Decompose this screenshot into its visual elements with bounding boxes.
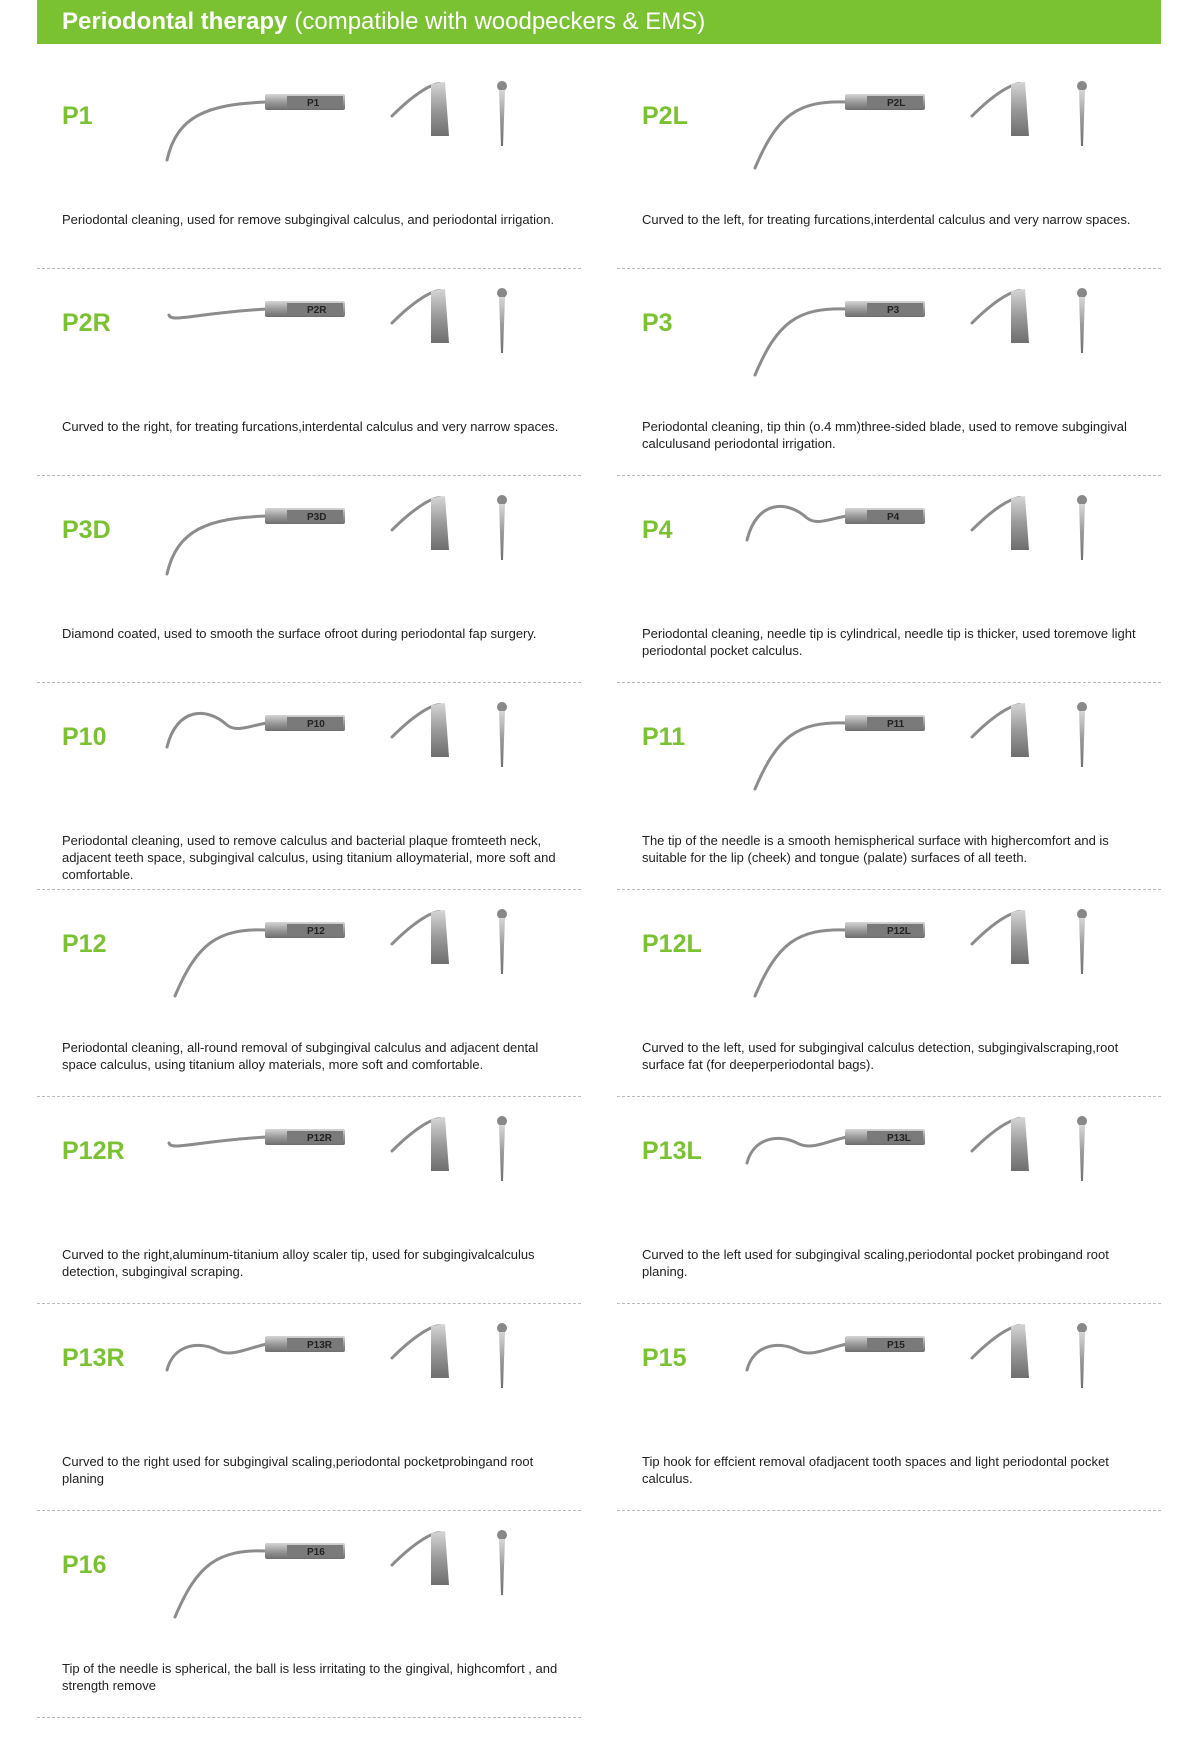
svg-text:P13R: P13R xyxy=(307,1340,333,1351)
tip-side-view xyxy=(175,922,345,996)
tip-item xyxy=(37,890,581,1097)
tip-top-view xyxy=(392,496,449,550)
tip-code: P3D xyxy=(62,516,111,544)
tip-side-view xyxy=(755,922,925,996)
tip-illustration xyxy=(157,697,567,815)
tip-item xyxy=(617,1304,1161,1511)
svg-text:P11: P11 xyxy=(887,719,905,730)
tip-images xyxy=(737,904,1147,1022)
tip-images xyxy=(157,904,567,1022)
tip-images xyxy=(737,697,1147,815)
tip-top-view xyxy=(392,910,449,964)
svg-text:P3D: P3D xyxy=(307,512,327,523)
tip-top-view xyxy=(392,1324,449,1378)
tip-images xyxy=(737,76,1147,194)
tip-item xyxy=(617,62,1161,269)
tip-front-view xyxy=(497,1116,507,1181)
tip-front-view xyxy=(1077,1116,1087,1181)
tip-illustration xyxy=(737,1318,1147,1436)
tip-illustration xyxy=(737,283,1147,401)
tip-side-view xyxy=(747,1129,925,1163)
tip-code: P15 xyxy=(642,1344,687,1372)
tip-front-view xyxy=(497,909,507,974)
tip-illustration xyxy=(157,1525,567,1643)
tip-front-view xyxy=(497,1323,507,1388)
tip-side-view xyxy=(167,1336,345,1370)
tip-images xyxy=(157,697,567,815)
tip-images xyxy=(737,490,1147,608)
tip-top-view xyxy=(972,496,1029,550)
tip-code: P4 xyxy=(642,516,673,544)
tip-item xyxy=(37,476,581,683)
tip-item xyxy=(617,1097,1161,1304)
tip-illustration xyxy=(737,76,1147,194)
tip-code: P16 xyxy=(62,1551,107,1579)
tip-side-view xyxy=(167,508,345,574)
section-header-banner xyxy=(37,0,1161,44)
tip-item xyxy=(617,890,1161,1097)
section-title: Periodontal therapy xyxy=(62,8,288,35)
tip-item xyxy=(617,683,1161,890)
tip-code: P11 xyxy=(642,723,686,751)
tip-code: P3 xyxy=(642,309,673,337)
tip-front-view xyxy=(1077,288,1087,353)
tip-code: P2L xyxy=(642,102,688,130)
tip-illustration xyxy=(737,1111,1147,1229)
tip-description: Diamond coated, used to smooth the surface ofroot during periodontal fap surgery. xyxy=(62,626,537,641)
svg-text:P3: P3 xyxy=(887,305,900,316)
svg-text:P1: P1 xyxy=(307,98,320,109)
tip-illustration xyxy=(157,490,567,608)
tip-grid xyxy=(37,62,1161,1718)
tip-top-view xyxy=(972,289,1029,343)
tip-code: P13L xyxy=(642,1137,702,1165)
tip-side-view xyxy=(169,1129,345,1146)
tip-front-view xyxy=(497,702,507,767)
svg-text:P12L: P12L xyxy=(887,926,911,937)
tip-description: Curved to the left, used for subgingival calculus detection, subgingivalscraping,root surface fat (for deeperperiodontal bags). xyxy=(642,1040,1119,1072)
tip-front-view xyxy=(497,81,507,146)
tip-illustration xyxy=(157,1111,567,1229)
tip-code: P12L xyxy=(642,930,702,958)
tip-description: Tip hook for effcient removal ofadjacent tooth spaces and light periodontal pocket calculus. xyxy=(642,1454,1109,1486)
tip-front-view xyxy=(1077,1323,1087,1388)
tip-side-view xyxy=(747,1336,925,1370)
svg-text:P16: P16 xyxy=(307,1547,325,1558)
tip-code: P12R xyxy=(62,1137,125,1165)
tip-images xyxy=(157,1111,567,1229)
svg-text:P13L: P13L xyxy=(887,1133,911,1144)
tip-item xyxy=(617,269,1161,476)
tip-images xyxy=(157,76,567,194)
tip-description: Periodontal cleaning, all-round removal of subgingival calculus and adjacent dental space calculus, using titanium alloy materials, more soft and comfortable. xyxy=(62,1040,539,1072)
tip-top-view xyxy=(972,703,1029,757)
tip-illustration xyxy=(157,904,567,1022)
svg-text:P10: P10 xyxy=(307,719,325,730)
svg-text:P12R: P12R xyxy=(307,1133,333,1144)
tip-item xyxy=(37,62,581,269)
tip-side-view xyxy=(167,713,345,747)
tip-side-view xyxy=(755,301,925,375)
tip-item xyxy=(617,476,1161,683)
tip-item xyxy=(37,1304,581,1511)
tip-code: P10 xyxy=(62,723,107,751)
tip-description: Periodontal cleaning, used for remove subgingival calculus, and periodontal irrigation. xyxy=(62,212,555,227)
svg-text:P2L: P2L xyxy=(887,98,906,109)
tip-images xyxy=(157,1318,567,1436)
tip-images xyxy=(157,283,567,401)
tip-illustration xyxy=(157,283,567,401)
tip-top-view xyxy=(392,1117,449,1171)
svg-text:P15: P15 xyxy=(887,1340,905,1351)
tip-illustration xyxy=(737,490,1147,608)
tip-code: P2R xyxy=(62,309,111,337)
tip-illustration xyxy=(157,76,567,194)
tip-top-view xyxy=(392,82,449,136)
tip-top-view xyxy=(972,82,1029,136)
tip-side-view xyxy=(167,94,345,160)
section-subtitle: (compatible with woodpeckers & EMS) xyxy=(294,8,706,35)
svg-text:P2R: P2R xyxy=(307,305,327,316)
tip-description: Curved to the left, for treating furcations,interdental calculus and very narrow spaces. xyxy=(642,212,1131,227)
tip-description: Periodontal cleaning, needle tip is cylindrical, needle tip is thicker, used toremove light periodontal pocket calculus. xyxy=(642,626,1136,658)
tip-side-view xyxy=(175,1543,345,1617)
tip-top-view xyxy=(972,1324,1029,1378)
tip-side-view xyxy=(747,506,925,540)
tip-front-view xyxy=(1077,495,1087,560)
tip-images xyxy=(737,1111,1147,1229)
tip-images xyxy=(157,1525,567,1643)
tip-front-view xyxy=(1077,909,1087,974)
tip-top-view xyxy=(972,910,1029,964)
tip-item xyxy=(37,1511,581,1718)
svg-text:P4: P4 xyxy=(887,512,900,523)
tip-code: P12 xyxy=(62,930,107,958)
tip-side-view xyxy=(755,715,925,789)
tip-description: Periodontal cleaning, used to remove calculus and bacterial plaque fromteeth neck, adjacent teeth space, subgingival calculus, using titanium alloymaterial, more soft and comfortable. xyxy=(62,833,556,882)
tip-code: P13R xyxy=(62,1344,125,1372)
tip-side-view xyxy=(755,94,925,168)
tip-code: P1 xyxy=(62,102,93,130)
tip-front-view xyxy=(497,1530,507,1595)
tip-description: Tip of the needle is spherical, the ball is less irritating to the gingival, highcomfort , and strength remove xyxy=(62,1661,558,1693)
tip-illustration xyxy=(737,697,1147,815)
tip-description: Periodontal cleaning, tip thin (o.4 mm)three-sided blade, used to remove subgingival calculusand periodontal irrigation. xyxy=(642,419,1127,451)
tip-item xyxy=(37,1097,581,1304)
tip-front-view xyxy=(1077,81,1087,146)
tip-images xyxy=(737,283,1147,401)
tip-description: The tip of the needle is a smooth hemispherical surface with highercomfort and is suitable for the lip (cheek) and tongue (palate) surfaces of all teeth. xyxy=(642,833,1109,865)
tip-side-view xyxy=(169,301,345,318)
tip-illustration xyxy=(157,1318,567,1436)
tip-images xyxy=(157,490,567,608)
tip-description: Curved to the right,aluminum-titanium alloy scaler tip, used for subgingivalcalculus detection, subgingival scraping. xyxy=(62,1247,535,1279)
tip-top-view xyxy=(392,289,449,343)
tip-illustration xyxy=(737,904,1147,1022)
tip-front-view xyxy=(497,288,507,353)
svg-text:P12: P12 xyxy=(307,926,325,937)
tip-description: Curved to the right used for subgingival scaling,periodontal pocketprobingand root planing xyxy=(62,1454,534,1486)
tip-images xyxy=(737,1318,1147,1436)
tip-front-view xyxy=(1077,702,1087,767)
tip-description: Curved to the right, for treating furcations,interdental calculus and very narrow spaces. xyxy=(62,419,559,434)
tip-front-view xyxy=(497,495,507,560)
tip-top-view xyxy=(392,1531,449,1585)
tip-description: Curved to the left used for subgingival scaling,periodontal pocket probingand root planing. xyxy=(642,1247,1109,1279)
tip-item xyxy=(37,269,581,476)
tip-top-view xyxy=(392,703,449,757)
tip-top-view xyxy=(972,1117,1029,1171)
tip-item xyxy=(37,683,581,890)
